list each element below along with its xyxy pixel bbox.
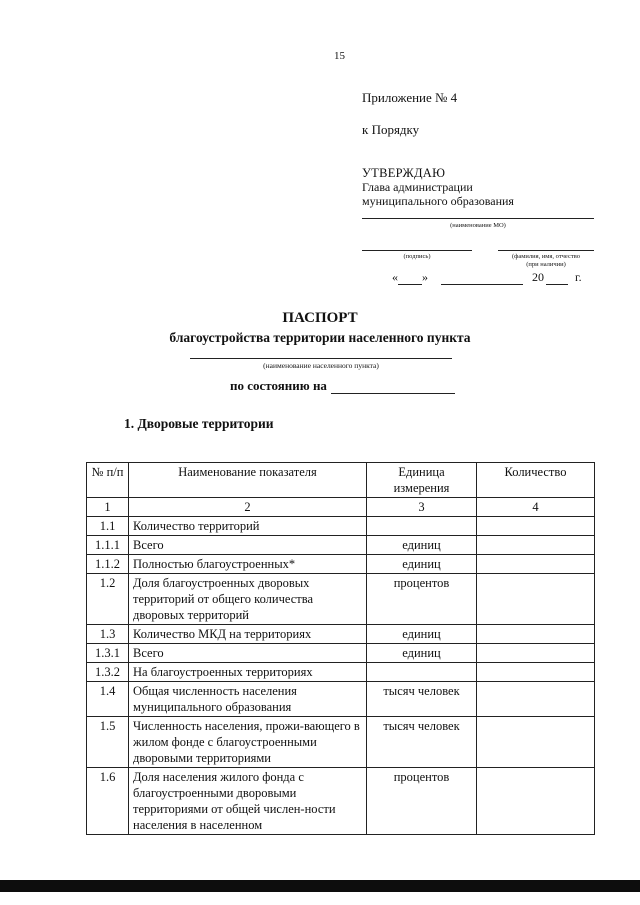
day-blank <box>398 273 422 285</box>
table-row <box>87 517 595 536</box>
row-name: Количество МКД на территориях <box>129 625 367 644</box>
row-qty[interactable] <box>477 517 595 536</box>
table-row <box>87 663 595 682</box>
page-number: 15 <box>334 50 345 62</box>
state-as-of-line <box>230 378 455 394</box>
header-name: Наименование показателя <box>129 463 367 498</box>
row-unit: единиц <box>367 536 477 555</box>
row-num: 1.1 <box>87 517 129 536</box>
indicators-table <box>86 462 595 835</box>
full-name-line <box>498 250 594 251</box>
header-qty: Количество <box>477 463 595 498</box>
header-num: № п/п <box>87 463 129 498</box>
row-name: Количество территорий <box>129 517 367 536</box>
row-unit <box>367 517 477 536</box>
index-cell: 3 <box>367 498 477 517</box>
section-heading: 1. Дворовые территории <box>124 416 274 431</box>
document-title: ПАСПОРТ <box>282 310 358 326</box>
settlement-name-line <box>190 358 452 359</box>
row-qty[interactable] <box>477 663 595 682</box>
row-qty[interactable] <box>477 555 595 574</box>
table-row <box>87 717 595 768</box>
row-unit <box>367 663 477 682</box>
order-reference: к Порядку <box>362 122 420 137</box>
full-name-caption-1: (фамилия, имя, отчество <box>512 253 580 260</box>
row-num: 1.6 <box>87 768 129 835</box>
row-name: Общая численность населения муниципального образования <box>129 682 367 717</box>
full-name-caption-2: (при наличии) <box>526 261 566 268</box>
row-qty[interactable] <box>477 644 595 663</box>
row-unit: единиц <box>367 625 477 644</box>
index-cell: 2 <box>129 498 367 517</box>
header-unit: Единица измерения <box>367 463 477 498</box>
row-qty[interactable] <box>477 536 595 555</box>
row-num: 1.1.2 <box>87 555 129 574</box>
mo-name-line <box>362 218 594 219</box>
row-name: Полностью благоустроенных* <box>129 555 367 574</box>
state-date-blank <box>331 381 455 394</box>
row-qty[interactable] <box>477 625 595 644</box>
row-name: На благоустроенных территориях <box>129 663 367 682</box>
document-subtitle: благоустройства территории населенного пункта <box>169 330 471 345</box>
row-num: 1.4 <box>87 682 129 717</box>
date-close-quote: » <box>422 270 428 284</box>
approve-title: УТВЕРЖДАЮ <box>362 166 446 180</box>
row-num: 1.3.2 <box>87 663 129 682</box>
mo-caption: (наименование МО) <box>450 222 506 229</box>
signature-line <box>362 250 472 251</box>
table-row <box>87 574 595 625</box>
table-row <box>87 555 595 574</box>
date-open-quote: « <box>392 270 398 284</box>
approval-date-row <box>392 270 582 285</box>
row-name: Всего <box>129 644 367 663</box>
appendix-label: Приложение № 4 <box>362 90 458 105</box>
index-cell: 1 <box>87 498 129 517</box>
year-prefix: 20 <box>532 270 544 284</box>
table-row <box>87 644 595 663</box>
table-row <box>87 682 595 717</box>
settlement-caption: (наименование населенного пункта) <box>263 361 379 370</box>
table-row <box>87 625 595 644</box>
index-cell: 4 <box>477 498 595 517</box>
table-index-row <box>87 498 595 517</box>
row-unit: единиц <box>367 644 477 663</box>
year-suffix: г. <box>575 270 582 284</box>
scan-bottom-edge <box>0 880 640 892</box>
row-unit: процентов <box>367 768 477 835</box>
table-row <box>87 768 595 835</box>
row-qty[interactable] <box>477 768 595 835</box>
signature-caption: (подпись) <box>403 253 431 260</box>
row-num: 1.5 <box>87 717 129 768</box>
row-name: Доля благоустроенных дворовых территорий от общего количества дворовых территорий <box>129 574 367 625</box>
row-unit: единиц <box>367 555 477 574</box>
approve-line-1: Глава администрации <box>362 180 473 194</box>
row-num: 1.1.1 <box>87 536 129 555</box>
row-unit: процентов <box>367 574 477 625</box>
row-num: 1.3.1 <box>87 644 129 663</box>
approve-line-2: муниципального образования <box>362 194 514 208</box>
year-blank <box>546 273 568 285</box>
full-name-caption <box>498 253 594 269</box>
row-qty[interactable] <box>477 717 595 768</box>
row-unit: тысяч человек <box>367 682 477 717</box>
row-name: Доля населения жилого фонда с благоустроенными дворовыми территориями от общей числен-ности населения в населенном <box>129 768 367 835</box>
table-header-row <box>87 463 595 498</box>
row-qty[interactable] <box>477 682 595 717</box>
row-qty[interactable] <box>477 574 595 625</box>
row-name: Численность населения, прожи-вающего в жилом фонде с благоустроенными дворовыми территориями <box>129 717 367 768</box>
approval-block <box>362 166 514 208</box>
table-row <box>87 536 595 555</box>
state-label: по состоянию на <box>230 378 327 393</box>
row-name: Всего <box>129 536 367 555</box>
month-blank <box>441 273 523 285</box>
row-unit: тысяч человек <box>367 717 477 768</box>
row-num: 1.2 <box>87 574 129 625</box>
row-num: 1.3 <box>87 625 129 644</box>
